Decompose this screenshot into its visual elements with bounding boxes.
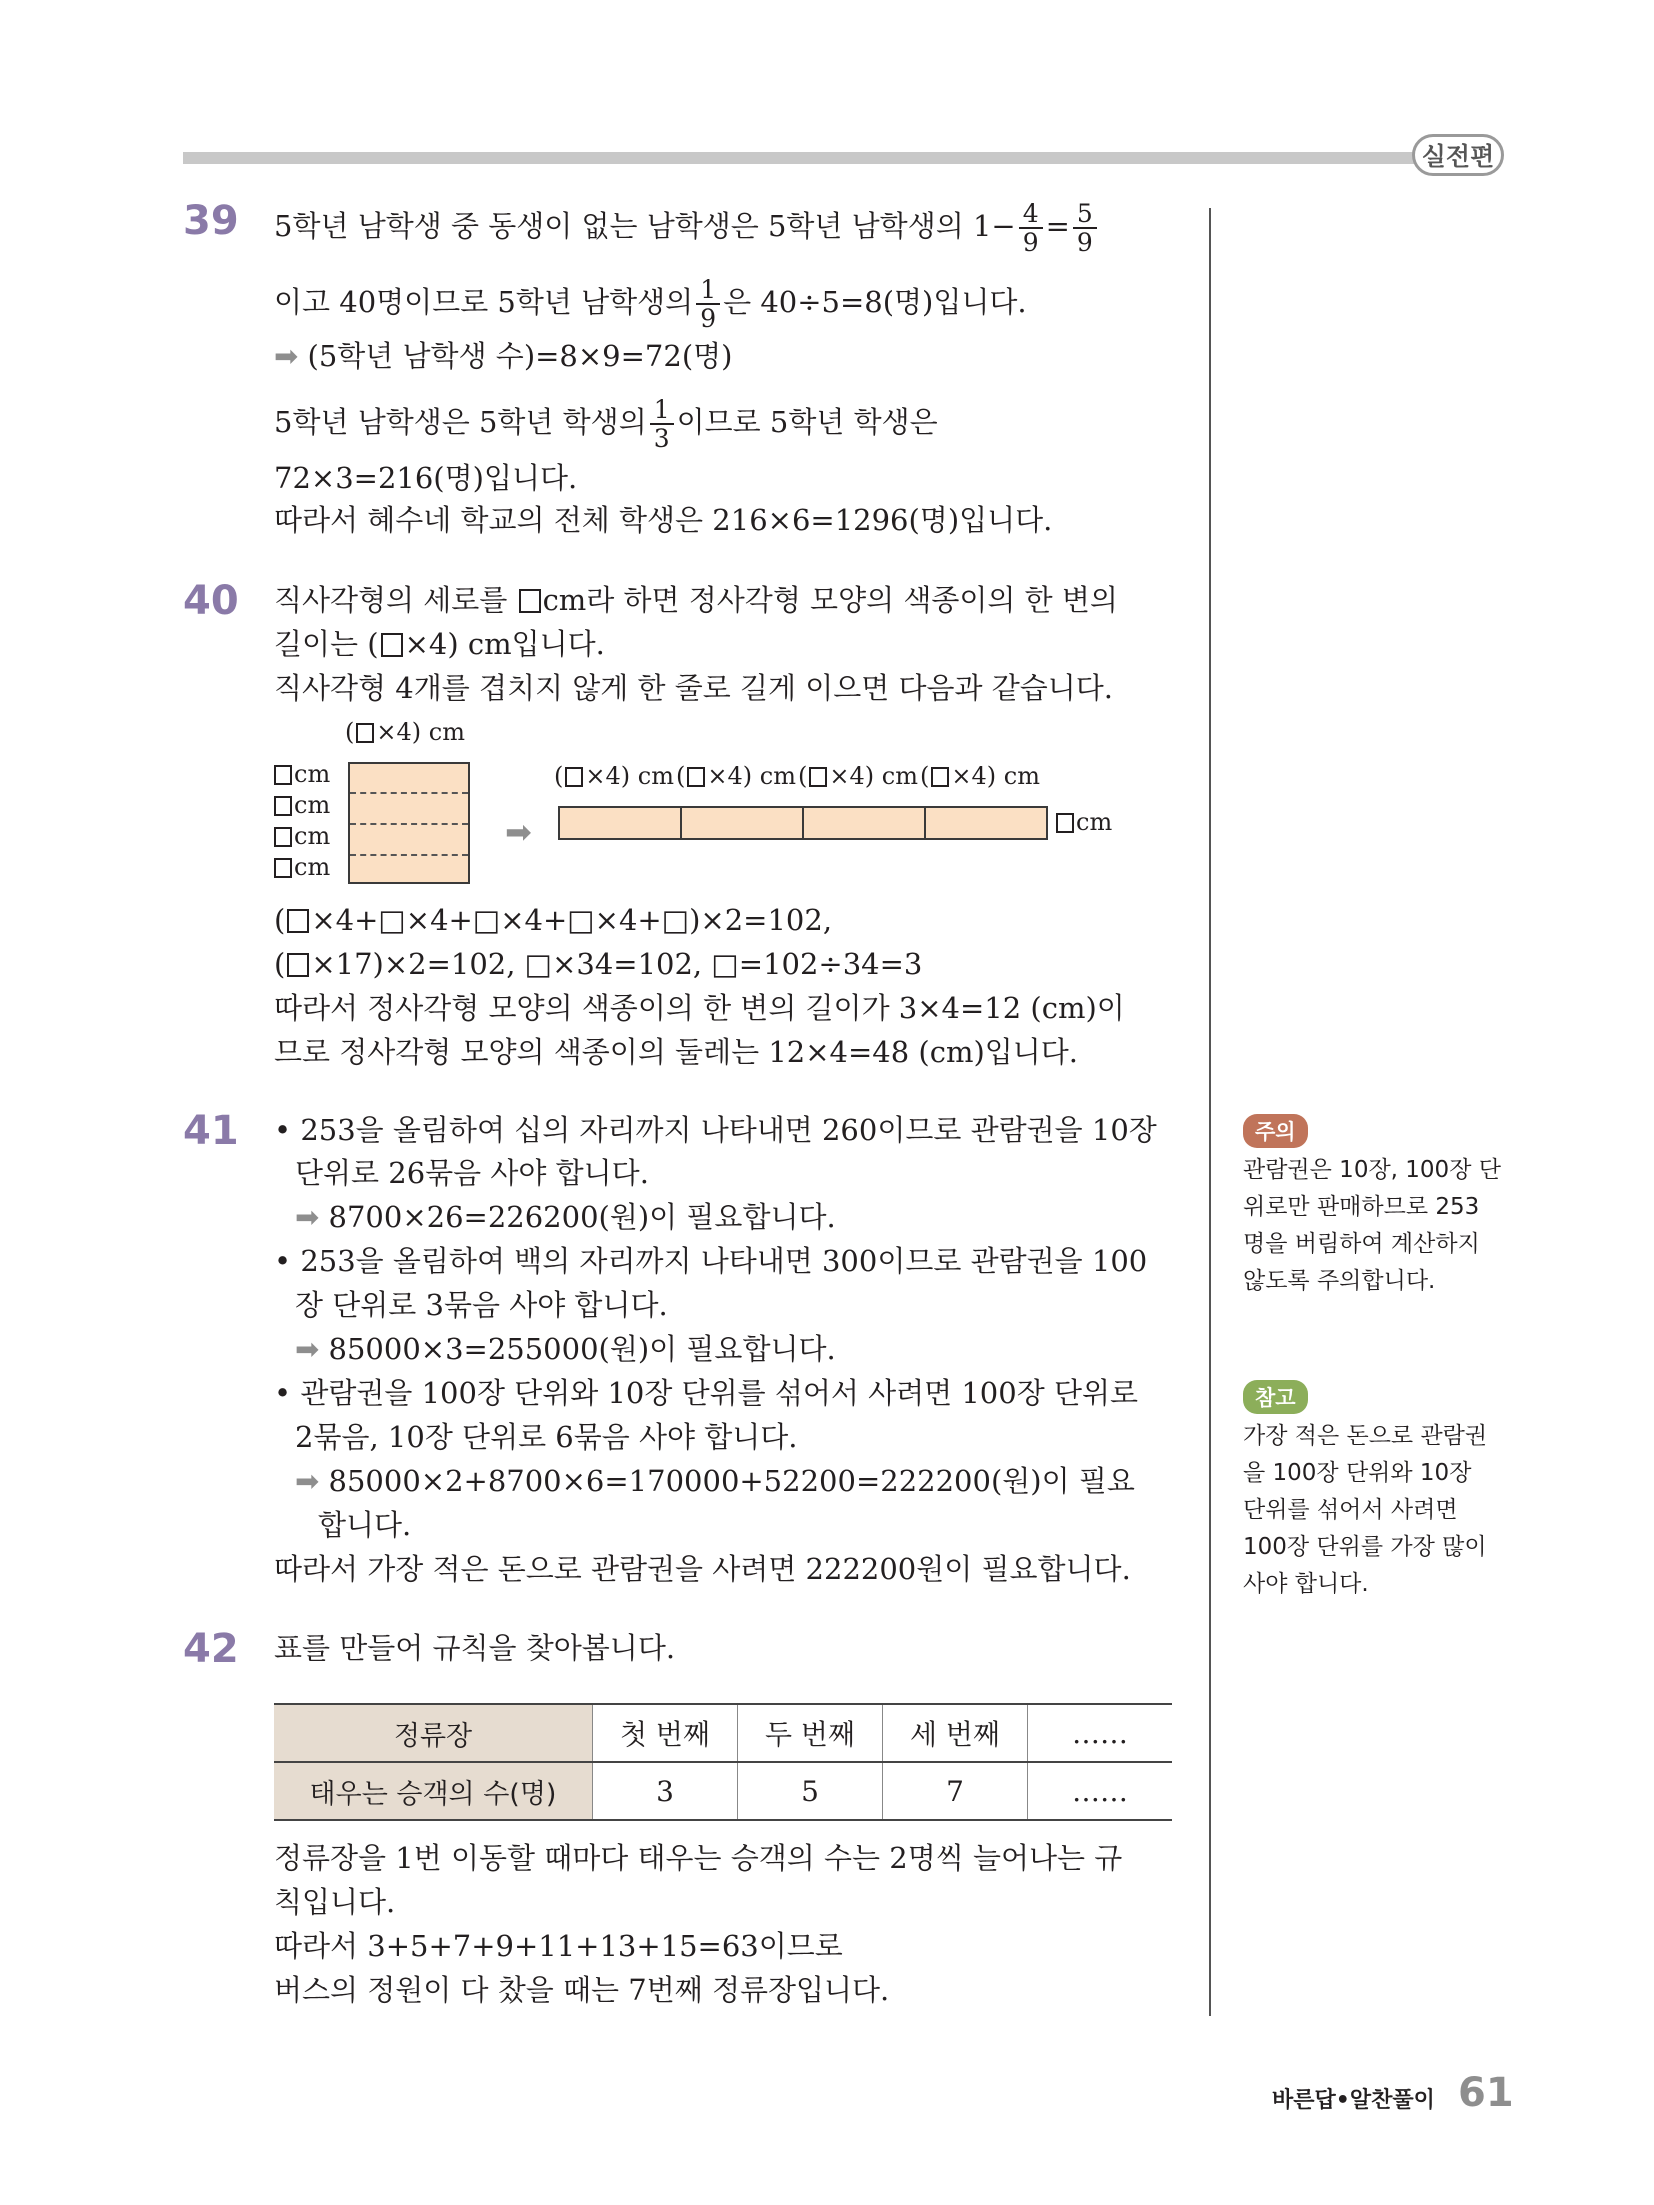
reference-line: 가장 적은 돈으로 관람권	[1243, 1423, 1488, 1449]
segment-divider	[680, 806, 682, 840]
blank-box	[274, 827, 292, 847]
reference-note	[1243, 1418, 1511, 1603]
table-cell: ……	[1028, 1762, 1173, 1820]
problem-number-40: 40	[183, 578, 239, 624]
reference-line: 단위를 섞어서 사려면	[1243, 1497, 1458, 1523]
fig-right-label	[1054, 808, 1112, 836]
p42-line4: 따라서 3+5+7+9+11+13+15=63이므로	[274, 1929, 843, 1963]
p41-line3-text: 8700×26=226200(원)이 필요합니다.	[328, 1200, 836, 1234]
blank-box	[687, 767, 705, 787]
p41-line11: 따라서 가장 적은 돈으로 관람권을 사려면 222200원이 필요합니다.	[274, 1552, 1131, 1586]
p39-line1	[274, 200, 1100, 256]
blank-box	[274, 858, 292, 878]
fig-right-label-text: cm	[1076, 808, 1113, 836]
table-cell: 7	[883, 1762, 1028, 1820]
caution-line: 관람권은 10장, 100장 단	[1243, 1157, 1501, 1183]
fig-seg-label: ( ×4) cm	[920, 762, 1040, 790]
section-tab: 실전편	[1412, 134, 1504, 176]
fig-side-label-text: cm	[294, 760, 331, 788]
numerator: 4	[1019, 200, 1043, 229]
p40-line1	[274, 580, 1118, 620]
rect-divider	[350, 792, 468, 794]
problem-number-41: 41	[183, 1108, 239, 1154]
blank-box	[274, 796, 292, 816]
p40-line5-text: ×17)×2=102, □×34=102, □=102÷34=3	[311, 947, 923, 981]
blank-box	[287, 909, 309, 933]
fig-seg-label: ( ×4) cm	[676, 762, 796, 790]
p41-line8: 2묶음, 10장 단위로 6묶음 사야 합니다.	[295, 1420, 798, 1454]
p39-line3	[274, 336, 732, 376]
denominator: 3	[653, 424, 670, 453]
fig-side-label	[272, 760, 330, 788]
p39-line6: 따라서 혜수네 학교의 전체 학생은 216×6=1296(명)입니다.	[274, 503, 1053, 537]
fig-side-label	[272, 822, 330, 850]
denominator: 9	[1076, 228, 1093, 257]
arrow-right-icon: ➡	[295, 1200, 320, 1234]
segment-divider	[802, 806, 804, 840]
denominator: 9	[700, 304, 717, 333]
fig-top-label: ( ×4) cm	[345, 718, 465, 746]
blank-box	[931, 767, 949, 787]
p40-line7: 므로 정사각형 모양의 색종이의 둘레는 12×4=48 (cm)입니다.	[274, 1035, 1079, 1069]
reference-line: 을 100장 단위와 10장	[1243, 1460, 1472, 1486]
p41-line10: 합니다.	[318, 1508, 412, 1542]
table-cell: ……	[1028, 1704, 1173, 1762]
p40-line1-text-a: 직사각형의 세로를	[274, 583, 508, 617]
p40-line2	[274, 624, 605, 664]
denominator: 9	[1022, 228, 1039, 257]
caution-line: 명을 버림하여 계산하지	[1243, 1231, 1480, 1257]
fraction	[696, 276, 720, 332]
arrow-right-icon: ➡	[505, 813, 532, 851]
fraction	[1019, 200, 1043, 256]
blank-box	[356, 723, 374, 743]
fig-side-label-text: cm	[294, 822, 331, 850]
p41-line5: 장 단위로 3묶음 사야 합니다.	[295, 1288, 668, 1322]
header-rule	[183, 152, 1423, 164]
blank-box	[274, 765, 292, 785]
numerator: 5	[1073, 200, 1097, 229]
fraction	[1073, 200, 1097, 256]
p41-line4: • 253을 올림하여 백의 자리까지 나타내면 300이므로 관람권을 100	[274, 1244, 1148, 1278]
p42-line3: 칙입니다.	[274, 1885, 396, 1919]
page-number: 61	[1458, 2070, 1514, 2116]
blank-box	[287, 953, 309, 977]
p39-line2-text-b: 은 40÷5=8(명)입니다.	[723, 285, 1027, 319]
blank-box	[1056, 813, 1074, 833]
blank-box	[381, 633, 403, 657]
p39-line5: 72×3=216(명)입니다.	[274, 461, 578, 495]
fig-seg-label-text: ×4) cm	[829, 762, 918, 790]
fig-side-label	[272, 853, 330, 881]
table-cell: 두 번째	[738, 1704, 883, 1762]
table-row	[274, 1704, 1172, 1762]
p41-line3	[295, 1197, 836, 1237]
column-divider	[1209, 208, 1211, 2016]
p39-line2-text-a: 이고 40명이므로 5학년 남학생의	[274, 285, 694, 319]
numerator: 1	[696, 276, 720, 305]
footer-label: 바른답•알찬풀이	[1272, 2088, 1435, 2113]
table-cell: 5	[738, 1762, 883, 1820]
fraction	[650, 396, 674, 452]
p40-line2-text-a: 길이는 (	[274, 627, 379, 661]
blank-box	[565, 767, 583, 787]
reference-line: 사야 합니다.	[1243, 1571, 1369, 1597]
arrow-right-icon: ➡	[295, 1332, 320, 1366]
p42-line5: 버스의 정원이 다 찼을 때는 7번째 정류장입니다.	[274, 1973, 890, 2007]
p41-line2: 단위로 26묶음 사야 합니다.	[295, 1156, 649, 1190]
table-cell: 세 번째	[883, 1704, 1028, 1762]
p40-line1-text-b: cm라 하면 정사각형 모양의 색종이의 한 변의	[542, 583, 1118, 617]
numerator: 1	[650, 396, 674, 425]
blank-box	[519, 589, 541, 613]
blank-box	[809, 767, 827, 787]
fig-seg-label: ( ×4) cm	[554, 762, 674, 790]
p40-line4: ( ×4+□×4+□×4+□×4+□)×2=102,	[274, 903, 833, 937]
p40-line6: 따라서 정사각형 모양의 색종이의 한 변의 길이가 3×4=12 (cm)이	[274, 991, 1125, 1025]
caution-tag: 주의	[1243, 1114, 1308, 1148]
table-header-cell: 정류장	[274, 1704, 593, 1762]
table-row	[274, 1762, 1172, 1820]
p42-line1: 표를 만들어 규칙을 찾아봅니다.	[274, 1631, 676, 1665]
table-cell: 3	[593, 1762, 738, 1820]
caution-note	[1243, 1152, 1511, 1300]
rect-divider	[350, 854, 468, 856]
reference-tag: 참고	[1243, 1380, 1308, 1414]
fig-side-label	[272, 791, 330, 819]
p39-line2	[274, 276, 1027, 332]
arrow-right-icon: ➡	[295, 1464, 320, 1498]
fig-seg-label-text: ×4) cm	[951, 762, 1040, 790]
p41-line6-text: 85000×3=255000(원)이 필요합니다.	[328, 1332, 836, 1366]
fig-seg-label: ( ×4) cm	[798, 762, 918, 790]
caution-line: 위로만 판매하므로 253	[1243, 1194, 1480, 1220]
caution-line: 않도록 주의합니다.	[1243, 1268, 1436, 1294]
p40-line4-text: ×4+□×4+□×4+□×4+□)×2=102,	[311, 903, 833, 937]
p39-line4	[274, 396, 938, 452]
p41-line9	[295, 1461, 1135, 1501]
p40-line5: ( ×17)×2=102, □×34=102, □=102÷34=3	[274, 947, 923, 981]
p40-line2-text-b: ×4) cm입니다.	[404, 627, 605, 661]
segment-divider	[924, 806, 926, 840]
fig-seg-label-text: ×4) cm	[707, 762, 796, 790]
p39-line4-text-b: 이므로 5학년 학생은	[676, 405, 938, 439]
fig-side-label-text: cm	[294, 853, 331, 881]
p39-line1-text: 5학년 남학생 중 동생이 없는 남학생은 5학년 남학생의 1−	[274, 209, 1016, 243]
table-cell: 첫 번째	[593, 1704, 738, 1762]
table-header-cell: 태우는 승객의 수(명)	[274, 1762, 593, 1820]
arrow-right-icon: ➡	[274, 339, 299, 373]
p41-line1: • 253을 올림하여 십의 자리까지 나타내면 260이므로 관람권을 10장	[274, 1113, 1157, 1147]
p39-line4-text-a: 5학년 남학생은 5학년 학생의	[274, 405, 647, 439]
p41-line9-text: 85000×2+8700×6=170000+52200=222200(원)이 필요	[328, 1464, 1135, 1498]
pattern-table	[274, 1703, 1172, 1821]
p42-line2: 정류장을 1번 이동할 때마다 태우는 승객의 수는 2명씩 늘어나는 규	[274, 1841, 1123, 1875]
problem-number-39: 39	[183, 198, 239, 244]
p41-line7: • 관람권을 100장 단위와 10장 단위를 섞어서 사려면 100장 단위로	[274, 1376, 1138, 1410]
fig-side-label-text: cm	[294, 791, 331, 819]
fig-top-label-text: ×4) cm	[376, 718, 465, 746]
p40-line3: 직사각형 4개를 겹치지 않게 한 줄로 길게 이으면 다음과 같습니다.	[274, 671, 1113, 705]
fig-seg-label-text: ×4) cm	[585, 762, 674, 790]
p39-line3-text: (5학년 남학생 수)=8×9=72(명)	[307, 339, 733, 373]
p41-line6	[295, 1329, 836, 1369]
equals: =	[1045, 209, 1070, 243]
problem-number-42: 42	[183, 1626, 239, 1672]
reference-line: 100장 단위를 가장 많이	[1243, 1534, 1487, 1560]
rect-divider	[350, 823, 468, 825]
